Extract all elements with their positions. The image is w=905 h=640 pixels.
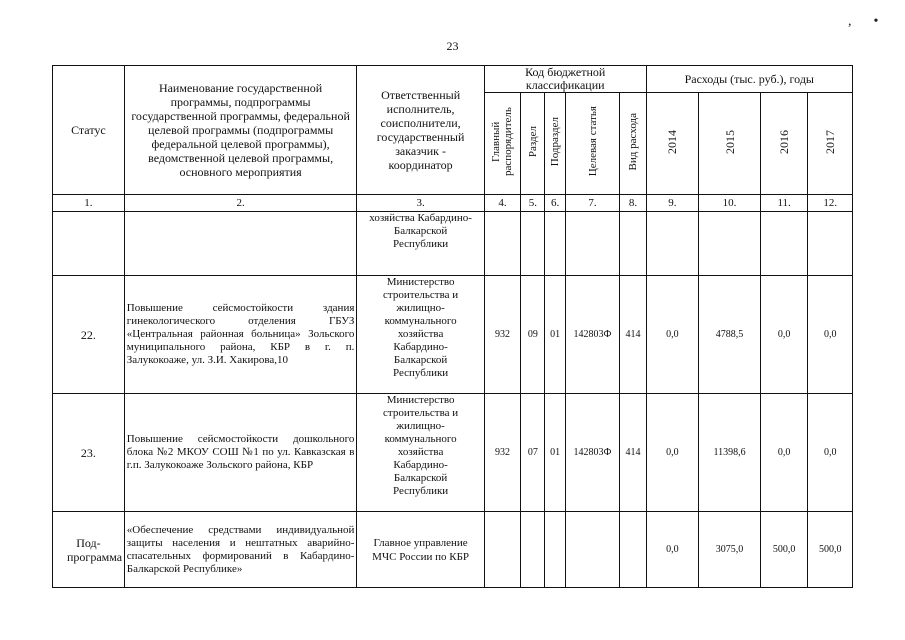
- header-budget-code: Код бюджетной классификации: [484, 66, 646, 93]
- row-expense-type: [620, 212, 646, 276]
- row-subsection: 01: [545, 394, 565, 512]
- row-responsible: Главное управление МЧС России по КБР: [357, 512, 484, 588]
- row-target: [565, 512, 620, 588]
- row-name: «Обеспечение средствами индивидуальной защиты населения и нештатных аварийно-спасательных формирований в Кабардино-Балкарской Республике»: [124, 512, 357, 588]
- row-expense-type: 414: [620, 276, 646, 394]
- row-responsible: Министерство строительства и жилищно-коммунального хозяйства Кабардино-Балкарской Республики: [357, 276, 484, 394]
- row-2016: [760, 212, 808, 276]
- header-year-2014: 2014: [646, 93, 699, 195]
- row-2014: [646, 212, 699, 276]
- row-2014: 0,0: [646, 394, 699, 512]
- column-number: 9.: [646, 195, 699, 212]
- table-row: [53, 394, 853, 512]
- table-row: [53, 212, 853, 276]
- row-responsible: Министерство строительства и жилищно-коммунального хозяйства Кабардино-Балкарской Республики: [357, 394, 484, 512]
- row-status: 23.: [53, 394, 125, 512]
- row-expense-type: 414: [620, 394, 646, 512]
- column-number-row: [53, 195, 853, 212]
- row-subsection: [545, 512, 565, 588]
- row-2017: 500,0: [808, 512, 853, 588]
- header-year-2017: 2017: [808, 93, 853, 195]
- column-number: 7.: [565, 195, 620, 212]
- column-number: 2.: [124, 195, 357, 212]
- row-name: [124, 212, 357, 276]
- header-target-article: Целевая статья: [565, 93, 620, 195]
- row-grbs: 932: [484, 394, 520, 512]
- header-year-2015: 2015: [699, 93, 761, 195]
- row-2017: 0,0: [808, 394, 853, 512]
- header-name: Наименование государственной программы, подпрограммы государственной программы, федеральной целевой программы (подпрограммы федеральной целевой программы), ведомственной целевой программы, основного мероприятия: [124, 66, 357, 195]
- header-expense-type: Вид расхода: [620, 93, 646, 195]
- row-2017: 0,0: [808, 276, 853, 394]
- row-2015: 11398,6: [699, 394, 761, 512]
- scan-marks: , •: [848, 14, 879, 29]
- row-section: [521, 512, 545, 588]
- row-2015: 3075,0: [699, 512, 761, 588]
- header-expenses: Расходы (тыс. руб.), годы: [646, 66, 852, 93]
- column-number: 5.: [521, 195, 545, 212]
- row-2017: [808, 212, 853, 276]
- row-2014: 0,0: [646, 512, 699, 588]
- row-target: [565, 212, 620, 276]
- row-2016: 500,0: [760, 512, 808, 588]
- table-row: [53, 276, 853, 394]
- row-responsible: хозяйства Кабардино-Балкарской Республики: [357, 212, 484, 276]
- row-subsection: 01: [545, 276, 565, 394]
- row-2015: 4788,5: [699, 276, 761, 394]
- row-grbs: 932: [484, 276, 520, 394]
- row-section: 09: [521, 276, 545, 394]
- budget-table: [52, 65, 853, 588]
- row-2014: 0,0: [646, 276, 699, 394]
- row-status: 22.: [53, 276, 125, 394]
- page-number: 23: [446, 39, 459, 53]
- column-number: 11.: [760, 195, 808, 212]
- row-section: [521, 212, 545, 276]
- column-number: 1.: [53, 195, 125, 212]
- header-status: Статус: [53, 66, 125, 195]
- row-name: Повышение сейсмостойкости дошкольного блока №2 МКОУ СОШ №1 по ул. Кавказская в г.п. Залукокоаже Зольского района, КБР: [124, 394, 357, 512]
- header-section: Раздел: [521, 93, 545, 195]
- row-subsection: [545, 212, 565, 276]
- row-2016: 0,0: [760, 394, 808, 512]
- row-2016: 0,0: [760, 276, 808, 394]
- row-section: 07: [521, 394, 545, 512]
- header-chief-manager: Главный распорядитель: [484, 93, 520, 195]
- header-year-2016: 2016: [760, 93, 808, 195]
- header-subsection: Подраздел: [545, 93, 565, 195]
- row-status: Под-программа: [53, 512, 125, 588]
- row-2015: [699, 212, 761, 276]
- row-name: Повышение сейсмостойкости здания гинекологического отделения ГБУЗ «Центральная районная больница» Зольского муниципального района, КБР в г. п. Залукокоаже, ул. З.И. Хакирова,10: [124, 276, 357, 394]
- column-number: 10.: [699, 195, 761, 212]
- column-number: 8.: [620, 195, 646, 212]
- row-target: 142803Ф: [565, 276, 620, 394]
- column-number: 3.: [357, 195, 484, 212]
- row-status: [53, 212, 125, 276]
- row-grbs: [484, 212, 520, 276]
- table-row: [53, 512, 853, 588]
- row-grbs: [484, 512, 520, 588]
- column-number: 4.: [484, 195, 520, 212]
- column-number: 6.: [545, 195, 565, 212]
- row-target: 142803Ф: [565, 394, 620, 512]
- row-expense-type: [620, 512, 646, 588]
- column-number: 12.: [808, 195, 853, 212]
- header-responsible: Ответственный исполнитель, соисполнители, государственный заказчик - координатор: [357, 66, 484, 195]
